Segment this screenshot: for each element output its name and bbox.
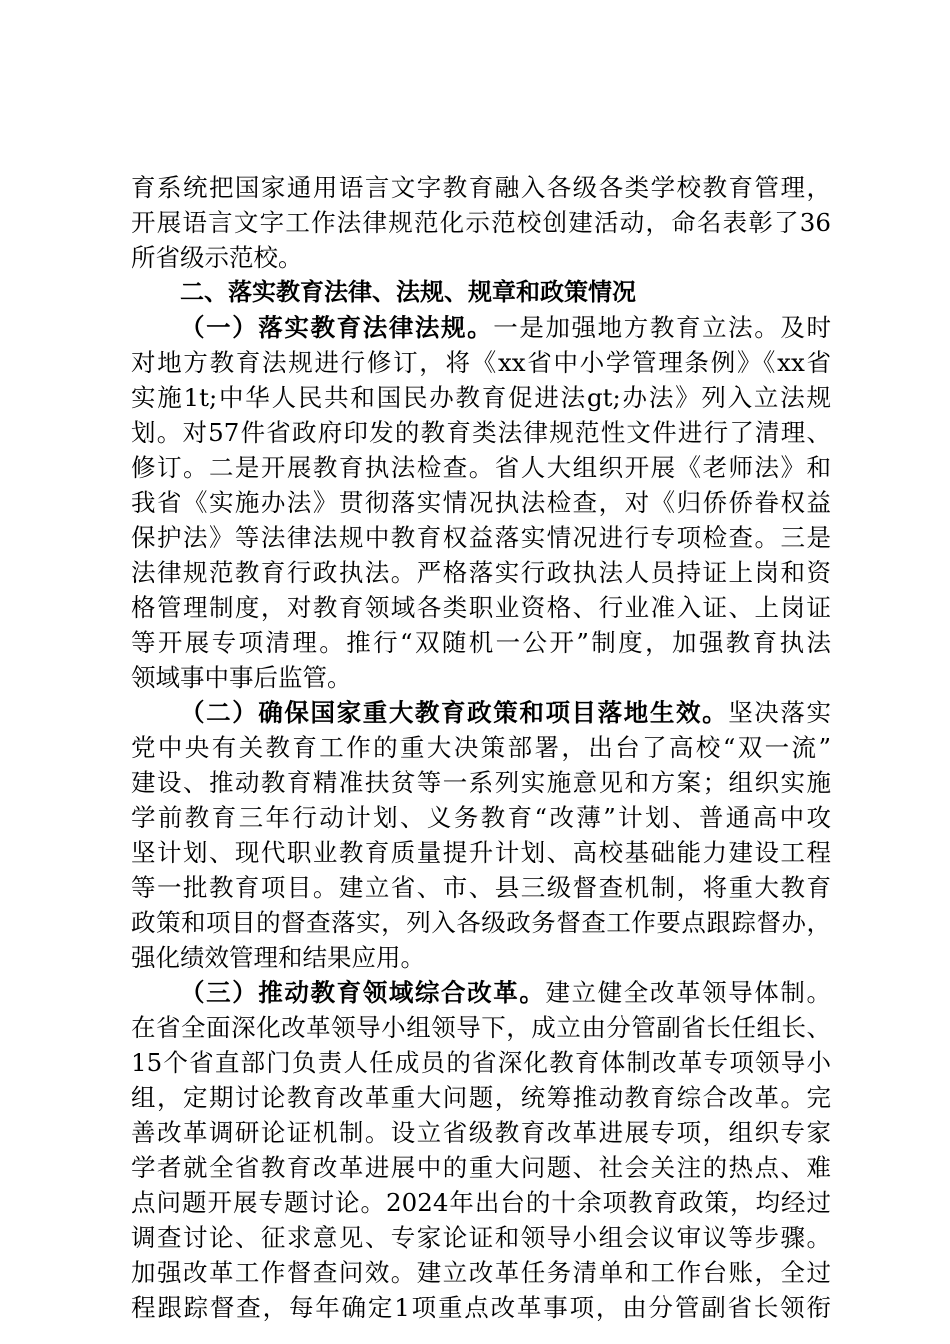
text-line: 点问题开展专题讨论。2024年出台的十余项教育政策，均经过 (131, 1188, 831, 1217)
text-line: 加强改革工作督查问效。建立改革任务清单和工作台账，全过 (131, 1258, 831, 1287)
text-line: 格管理制度，对教育领域各类职业资格、行业准入证、上岗证 (131, 593, 831, 622)
text-line: 强化绩效管理和结果应用。 (131, 943, 425, 972)
text-line: 所省级示范校。 (131, 243, 303, 272)
text-line: 在省全面深化改革领导小组领导下，成立由分管副省长任组长、 (131, 1013, 831, 1042)
text-line: 划。对57件省政府印发的教育类法律规范性文件进行了清理、 (131, 418, 831, 447)
paragraph-lead: （三）推动教育领域综合改革。 (180, 978, 546, 1007)
text-line: 等一批教育项目。建立省、市、县三级督查机制，将重大教育 (131, 873, 831, 902)
text-line: 对地方教育法规进行修订，将《xx省中小学管理条例》《xx省 (131, 348, 831, 377)
text-line: 善改革调研论证机制。设立省级教育改革进展专项，组织专家 (131, 1118, 831, 1147)
text-line: 学者就全省教育改革进展中的重大问题、社会关注的热点、难 (131, 1153, 831, 1182)
text-line: 开展语言文字工作法律规范化示范校创建活动，命名表彰了36 (131, 208, 831, 237)
text-line: 领域事中事后监管。 (131, 663, 352, 692)
paragraph-lead: （二）确保国家重大教育政策和项目落地生效。 (180, 698, 729, 727)
text-line: 坚计划、现代职业教育质量提升计划、高校基础能力建设工程 (131, 838, 831, 867)
paragraph-lead: （一）落实教育法律法规。 (180, 313, 494, 342)
paragraph-2 (131, 695, 831, 975)
text-line: 15个省直部门负责人任成员的省深化教育体制改革专项领导小 (131, 1048, 831, 1077)
text-line: 建设、推动教育精准扶贫等一系列实施意见和方案；组织实施 (131, 768, 831, 797)
text-line: 组，定期讨论教育改革重大问题，统筹推动教育综合改革。完 (131, 1083, 831, 1112)
text-line: 保护法》等法律法规中教育权益落实情况进行专项检查。三是 (131, 523, 831, 552)
paragraph-1 (131, 310, 831, 695)
text-line: 等开展专项清理。推行“双随机一公开”制度，加强教育执法 (131, 628, 831, 657)
text-line: 调查讨论、征求意见、专家论证和领导小组会议审议等步骤。 (131, 1223, 831, 1252)
text-line: 程跟踪督查，每年确定1项重点改革事项，由分管副省长领衔 (131, 1293, 831, 1322)
text-line: 法律规范教育行政执法。严格落实行政执法人员持证上岗和资 (131, 558, 831, 587)
document-body (131, 170, 831, 1325)
text-line: 政策和项目的督查落实，列入各级政务督查工作要点跟踪督办， (131, 908, 831, 937)
text-line: 学前教育三年行动计划、义务教育“改薄”计划、普通高中攻 (131, 803, 831, 832)
text-line: 我省《实施办法》贯彻落实情况执法检查，对《归侨侨眷权益 (131, 488, 831, 517)
section-heading: 二、落实教育法律、法规、规章和政策情况 (180, 278, 636, 306)
paragraph-first-line (131, 695, 831, 730)
paragraph-3 (131, 975, 831, 1325)
text-line: 育系统把国家通用语言文字教育融入各级各类学校教育管理， (131, 173, 831, 202)
text-line: 实施1t;中华人民共和国民办教育促进法gt;办法》列入立法规 (131, 383, 831, 412)
intro-paragraph (131, 170, 831, 275)
paragraph-first-line (131, 310, 831, 345)
paragraph-text: 建立健全改革领导体制。 (545, 978, 832, 1007)
text-line: 党中央有关教育工作的重大决策部署，出台了高校“双一流” (131, 733, 831, 762)
paragraph-text: 坚决落实 (728, 698, 831, 727)
paragraph-first-line (131, 975, 831, 1010)
paragraph-text: 一是加强地方教育立法。及时 (493, 313, 831, 342)
text-line: 修订。二是开展教育执法检查。省人大组织开展《老师法》和 (131, 453, 831, 482)
